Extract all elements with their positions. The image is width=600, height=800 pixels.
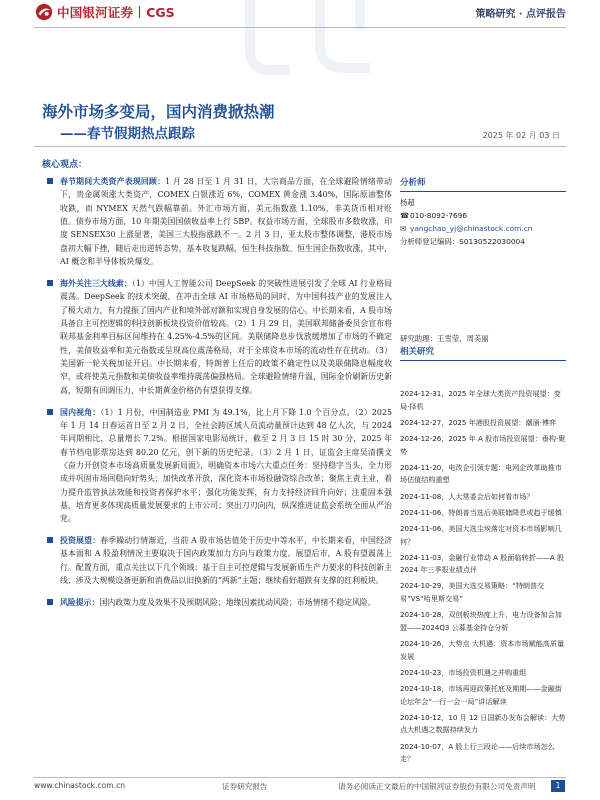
galaxy-logo-icon xyxy=(35,3,53,21)
analyst-heading: 分析师 xyxy=(400,176,566,192)
paragraph-body: （1）1 月份，中国制造业 PMI 为 49.1%，比上月下降 1.0 个百分点。（2）2025 年 1 月 14 日春运首日至 2 月 2 日，全社会跨区域人员流动量预计达到 48 亿人次，与 2024 年同期相比，总量增长 7.2%。根据国家电影局统计，截至 2 月 3 日 15 时 30 分，2025 年春节档电影票房达到 80.20 亿元，创下新的历史纪录。（3）2 月 1 日，证监会主席吴清撰文《奋力开创资本市场高质量发展新局面》，明确资本市场六大重点任务：坚持稳字当头，全力形成并巩固市场回稳向好势头；加快改革开放，深化资本市场投融资综合改革；聚焦主责主业，着力提升监管执法效能和投资者保护水平；强化功能发挥，有力支持经济回升向好；注重固本强基，培育更多体现高质量发展要求的上市公司；突出刀刃向内，纵深推进证监会系统全面从严治党。 xyxy=(60,407,392,524)
paragraph-heading: 海外关注三大线索： xyxy=(60,278,132,288)
analyst-phone xyxy=(400,209,566,222)
related-item[interactable]: 2024-10-28，双创板块热度上升，电力设备加会加盟——2024Q3 公募基金持仓分析 xyxy=(400,610,562,632)
bullet-icon xyxy=(47,409,53,415)
brand-divider xyxy=(139,6,140,18)
email-link[interactable]: yangchao_yj@chinastock.com.cn xyxy=(410,224,533,233)
brand-name-en: CGS xyxy=(146,4,175,20)
related-research-list xyxy=(400,388,566,769)
related-item[interactable]: 2024-10-18，市场再迎政策托底及期期——金融街论坛年会“一行一会一局”讲话解读 xyxy=(400,684,562,706)
footer-disclaimer: 请务必阅读正文最后的中国银河证券股份有限公司免责声明 xyxy=(338,782,536,791)
related-item[interactable]: 2024-12-27，2025 年港股投资展望：潮涌·博弈 xyxy=(400,417,557,427)
paragraph-heading: 投资展望： xyxy=(60,536,101,546)
paragraph-asset-review xyxy=(60,175,392,268)
analyst-panel xyxy=(400,176,566,248)
report-title: 海外市场多变局，国内消费掀热潮 xyxy=(42,102,275,121)
report-subtitle: ——春节假期热点跟踪 xyxy=(60,126,195,142)
title-divider xyxy=(34,146,566,147)
footer-website[interactable]: www.chinastock.com.cn xyxy=(34,781,126,790)
related-item[interactable]: 2024-11-03，金融行业带动 A 股面临转折——A 股 2024 年三季报业绩点评 xyxy=(400,552,565,575)
core-view-label: 核心观点： xyxy=(42,160,88,170)
brand-logo xyxy=(35,3,175,21)
paragraph-body: 1 月 28 日至 1 月 31 日，大宗商品方面，在全球避险情绪带动下，贵金属领涨大类资产，COMEX 白银涨近 6%，COMEX 黄金涨 3.40%，国际原油整体收跌，而 NYMEX 天然气跌幅靠前。外汇市场方面，美元指数涨 1.10%，非美货币相对贬值。债券市场方面，10 年期美国国债收益率上行 5BP。权益市场方面，全球股市多数收涨，印度 SENSEX30 上涨显著，美国三大股指涨跌不一。2 月 3 日，亚太股市整体调整，港股市场盘初大幅下挫，随后走出逆转态势，基本收复跌幅，恒生科技指数、恒生国企指数收涨，其中，AI 概念和半导体板块爆发。 xyxy=(60,177,392,267)
paragraph-overseas xyxy=(60,277,392,397)
related-item[interactable]: 2024-10-26，大势点 大机遇：资本市场赋能高质量发展 xyxy=(400,639,565,661)
paragraph-body: （1）中国人工智能公司 DeepSeek 的突破性进展引发了全球 AI 行业格局震荡。DeepSeek 的技术突破，在冲击全球 AI 市场格局的同时，为中国科技产业的发展注入了极大动力，有力提振了国内产业和境外部对额和实现自身发展的信心。中长期来看，A 股市场具备自主可控逻辑的科技创新板块投资价值较高。（2）1 月 29 日，美国联邦储备委员会宣布将联邦基金利率目标区间维持在 4.25%-4.5%的区间。美联储降息步伐放缓增加了市场的不确定性，美债收益率和美元指数或呈现高位震荡格局，对于全球资本市场的流动性存在扰动。（3）美国新一轮关税加征开启。中长期来看，特朗普上任后的政策不确定性以及美联储降息幅度收窄，或将使美元指数和美债收益率维持震荡偏强格局。全球避险情绪升温，国际金价刷新历史新高，短期有回调压力，中长期黄金价格仍有望获得支撑。 xyxy=(60,278,392,395)
analyst-email xyxy=(400,222,566,235)
related-item[interactable]: 2024-11-20，电改企引领专题：电网企改革助推市场估值结构重塑 xyxy=(400,462,562,485)
phone-number: 010-8092-7696 xyxy=(410,211,468,220)
report-type-tag: 策略研究 · 点评报告 xyxy=(475,9,566,20)
footer-divider xyxy=(34,777,566,778)
paragraph-heading: 风险提示： xyxy=(60,597,100,607)
related-item[interactable]: 2024-12-26，2025 年 A 股市场投资展望：垂构·聚势 xyxy=(400,433,566,456)
related-item[interactable]: 2024-10-07，A 股上行三段论——后续市场怎么走？ xyxy=(400,741,555,764)
bullet-icon xyxy=(47,178,53,184)
report-date: 2025 年 02 月 03 日 xyxy=(482,131,560,140)
paragraph-heading: 国内视角： xyxy=(60,407,101,417)
analyst-cert: 分析师登记编码：S0130522030004 xyxy=(400,237,525,246)
mail-icon: ✉ xyxy=(400,224,407,233)
paragraph-body: 春季躁动行情渐近，当前 A 股市场估值处于历史中等水平，中长期来看，中国经济基本面和 A 股盈利情况主要取决于国内政策加力方向与政策力度。展望后市，A 股有望震荡上行。配置方面，重点关注以下几个领域：基于自主可控逻辑与发展新质生产力要求的科技创新主线；涉及大规模设备更新和消费品以旧换新的“两新”主题；继续看好超跌有支撑的红利板块。 xyxy=(60,536,392,586)
bullet-icon xyxy=(47,537,53,543)
bullet-icon xyxy=(47,280,53,286)
main-content xyxy=(60,175,392,618)
related-item[interactable]: 2024-10-23，市场投资机遇之并购重组 xyxy=(400,667,527,677)
related-item[interactable]: 2024-12-31，2025 年全球大类资产投资展望：变局·择机 xyxy=(400,389,561,411)
related-item[interactable]: 2024-10-12，10 月 12 日国新办发布会解读：大势点大机遇之数据持续发力 xyxy=(400,712,566,735)
paragraph-domestic xyxy=(60,406,392,526)
phone-icon: ☎ xyxy=(400,211,410,220)
paragraph-body: 国内政策力度及效果不及预期风险；地缘因素扰动风险；市场情绪不稳定风险。 xyxy=(99,597,376,607)
paragraph-outlook xyxy=(60,534,392,587)
related-item[interactable]: 2024-11-08，人大常委会后如何看市场？ xyxy=(400,491,534,501)
footer-report-type: 证券研究报告 xyxy=(222,782,268,791)
analyst-name: 杨超 xyxy=(400,198,415,207)
brand-name-cn: 中国银河证券 xyxy=(57,5,134,20)
related-research-heading: 相关研究 xyxy=(400,345,566,361)
related-item[interactable]: 2024-10-29，美国大选交易策略：“特朗普交易”VS“哈里斯交易” xyxy=(400,581,545,604)
paragraph-heading: 春节期间大类资产表现回顾： xyxy=(60,177,166,186)
background-watermark xyxy=(210,0,410,75)
paragraph-risk xyxy=(60,596,392,609)
related-item[interactable]: 2024-11-06，美国大选尘埃落定对资本市场影响几何？ xyxy=(400,523,562,546)
bullet-icon xyxy=(47,599,53,605)
header-divider xyxy=(34,27,566,28)
related-item[interactable]: 2024-11-06，特朗普当选后美联储降息或趋于缓慎 xyxy=(400,507,562,517)
page-number: 1 xyxy=(551,780,565,792)
research-assistants: 研究助理：王雪莹、周美丽 xyxy=(400,334,489,343)
